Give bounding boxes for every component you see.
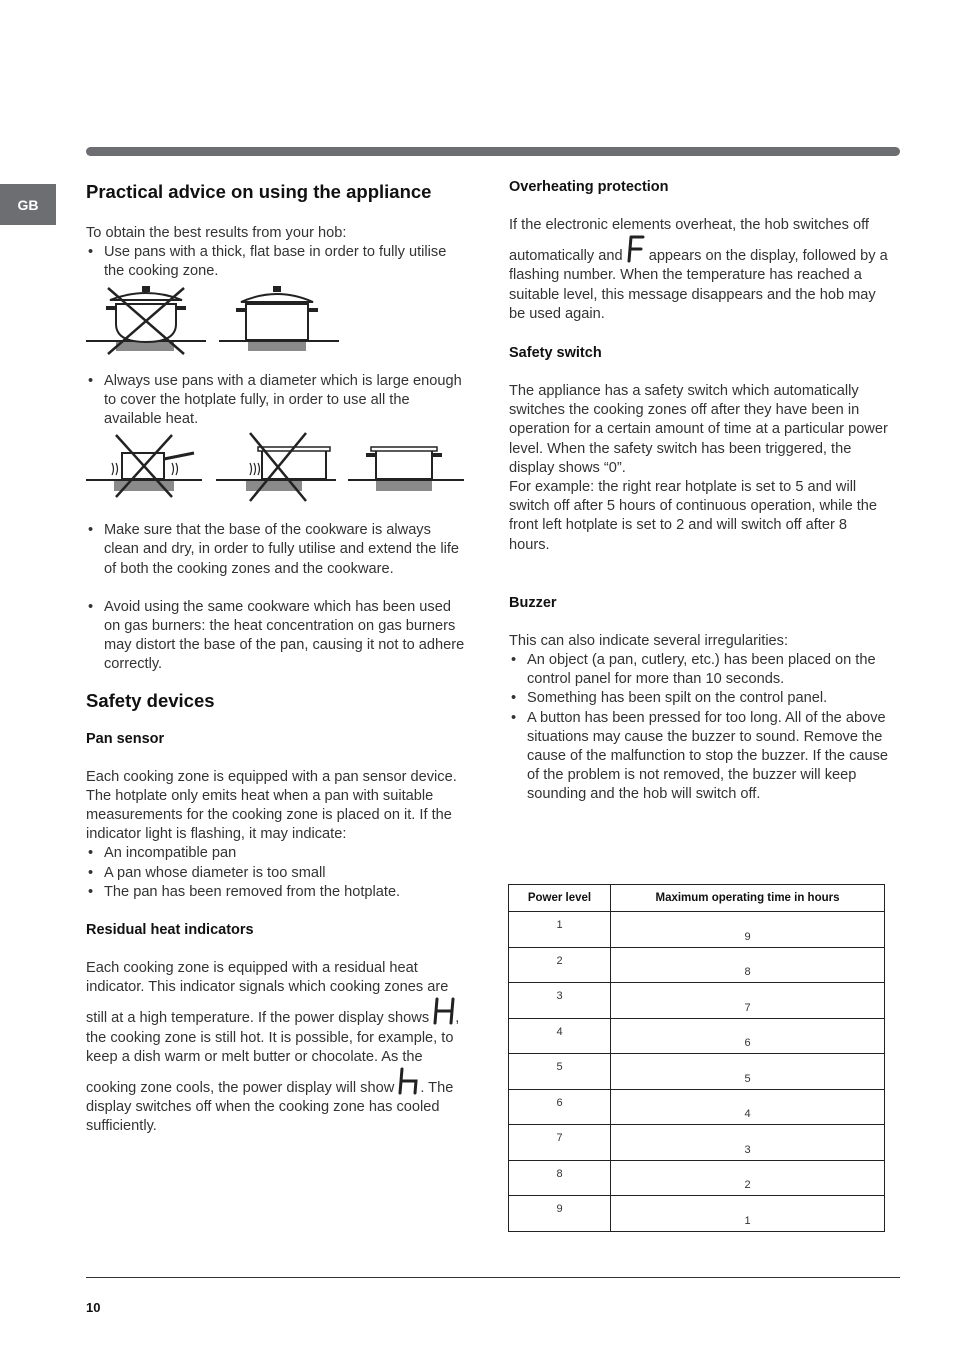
footer-rule	[86, 1277, 900, 1278]
pan-sensor-text: Each cooking zone is equipped with a pan sensor device. The hotplate only emits heat when a pan with suitable measurements for the cooking zone is placed on it. If the indicator light is flashing, it may indicate:	[86, 768, 457, 843]
page-number: 10	[86, 1300, 101, 1315]
table-row	[509, 983, 885, 1019]
small-pan-icon	[86, 435, 202, 497]
power-level-cell: 8	[509, 1160, 611, 1196]
max-time-cell: 9	[611, 912, 885, 948]
table-row	[509, 947, 885, 983]
power-level-table	[508, 884, 885, 1232]
pan-base-diagram	[86, 284, 346, 364]
power-level-cell: 5	[509, 1054, 611, 1090]
overheating-text-part2: appears on the display, followed by a flashing number. When the temperature has reached a suitable level, this message disappears and the hob may be used again.	[509, 248, 888, 322]
display-H-icon	[433, 997, 455, 1025]
buzzer-item: • Something has been spilt on the control panel.	[509, 689, 889, 708]
max-time-cell: 5	[611, 1054, 885, 1090]
pan-diameter-illustration	[86, 431, 466, 515]
table-row	[509, 912, 885, 948]
display-F-icon	[627, 235, 645, 263]
buzzer-list	[509, 651, 889, 805]
left-column	[86, 180, 466, 1137]
section-title-safety-devices: Safety devices	[86, 689, 215, 711]
residual-text-part3: . The display switches off when the cooking zone has cooled sufficiently.	[86, 1080, 454, 1135]
table-row	[509, 1089, 885, 1125]
advice-item-flat-base: • Use pans with a thick, flat base in order to fully utilise the cooking zone.	[86, 243, 466, 281]
buzzer-item: • A button has been pressed for too long. All of the above situations may cause the buzzer to sound. Remove the cause of the malfunction to stop the buzzer. If the cause of the problem is not removed, the buzzer will keep sounding and the hob will switch off.	[509, 709, 889, 805]
power-level-cell: 3	[509, 983, 611, 1019]
advice-list-4	[86, 598, 466, 675]
correct-pan-icon	[219, 286, 339, 351]
buzzer-title: Buzzer	[509, 594, 557, 611]
table-row	[509, 1018, 885, 1054]
pan-sensor-list	[86, 844, 466, 902]
max-time-cell: 6	[611, 1018, 885, 1054]
intro-text: To obtain the best results from your hob:	[86, 225, 347, 241]
wrong-pan-icon	[86, 286, 206, 354]
pan-sensor-item: • An incompatible pan	[86, 844, 466, 863]
header-max-time: Maximum operating time in hours	[611, 885, 885, 912]
max-time-cell: 1	[611, 1196, 885, 1232]
correct-size-pan-icon	[348, 447, 464, 491]
overheating-text	[509, 216, 889, 324]
power-level-cell: 4	[509, 1018, 611, 1054]
advice-item-clean-base: • Make sure that the base of the cookware is always clean and dry, in order to fully utilise and extend the life of both the cooking zones and the cookware.	[86, 521, 466, 579]
power-level-cell: 2	[509, 947, 611, 983]
advice-list-3	[86, 521, 466, 579]
advice-item-gas-burners: • Avoid using the same cookware which has been used on gas burners: the heat concentration on gas burners may distort the base of the pan, causing it not to adhere correctly.	[86, 598, 466, 675]
advice-item-diameter: • Always use pans with a diameter which is large enough to cover the hotplate fully, in order to use all the available heat.	[86, 372, 466, 430]
advice-list-2	[86, 372, 466, 430]
power-level-cell: 1	[509, 912, 611, 948]
section-title-practical-advice: Practical advice on using the appliance	[86, 181, 432, 202]
max-time-cell: 4	[611, 1089, 885, 1125]
table-header-row	[509, 885, 885, 912]
right-column	[509, 178, 889, 805]
header-power-level: Power level	[509, 885, 611, 912]
table-row	[509, 1160, 885, 1196]
pan-sensor-item: • The pan has been removed from the hotplate.	[86, 883, 466, 902]
power-level-cell: 6	[509, 1089, 611, 1125]
offset-pan-icon	[216, 433, 336, 501]
max-time-cell: 8	[611, 947, 885, 983]
overheating-text-part1: If the electronic elements overheat, the hob switches off automatically and	[509, 217, 869, 265]
max-time-cell: 7	[611, 983, 885, 1019]
residual-heat-text	[86, 959, 466, 1137]
display-h-icon	[398, 1067, 420, 1095]
max-time-cell: 2	[611, 1160, 885, 1196]
residual-text-part2: , the cooking zone is still hot. It is possible, for example, to keep a dish warm or melt butter or chocolate. As the cooking zone cools, the power display will show	[86, 1010, 460, 1097]
residual-heat-title: Residual heat indicators	[86, 922, 254, 939]
pan-sensor-title: Pan sensor	[86, 730, 165, 747]
residual-text-part1: Each cooking zone is equipped with a residual heat indicator. This indicator signals which cooking zones are still at a high temperature. If the power display shows	[86, 960, 449, 1027]
advice-list-1	[86, 243, 466, 281]
max-time-cell: 3	[611, 1125, 885, 1161]
pan-base-illustration	[86, 284, 466, 364]
table-row	[509, 1054, 885, 1090]
safety-switch-example: For example: the right rear hotplate is set to 5 and will switch off after 5 hours of continuous operation, while the front left hotplate is set to 2 and will switch off after 8 hours.	[509, 479, 878, 553]
safety-switch-text: The appliance has a safety switch which automatically switches the cooking zones off after they have been in operation for a certain amount of time at a particular power level. When the safety switch has been triggered, the display shows “0”.	[509, 383, 888, 476]
pan-sensor-item: • A pan whose diameter is too small	[86, 864, 466, 883]
safety-switch-title: Safety switch	[509, 345, 602, 362]
buzzer-text: This can also indicate several irregularities:	[509, 632, 789, 649]
buzzer-item: • An object (a pan, cutlery, etc.) has been placed on the control panel for more than 10 seconds.	[509, 651, 889, 689]
overheating-title: Overheating protection	[509, 179, 669, 195]
table-row	[509, 1125, 885, 1161]
language-tab: GB	[0, 184, 56, 225]
table-row	[509, 1196, 885, 1232]
pan-diameter-diagram	[86, 431, 466, 515]
header-bar	[86, 147, 900, 156]
power-level-cell: 9	[509, 1196, 611, 1232]
power-level-cell: 7	[509, 1125, 611, 1161]
